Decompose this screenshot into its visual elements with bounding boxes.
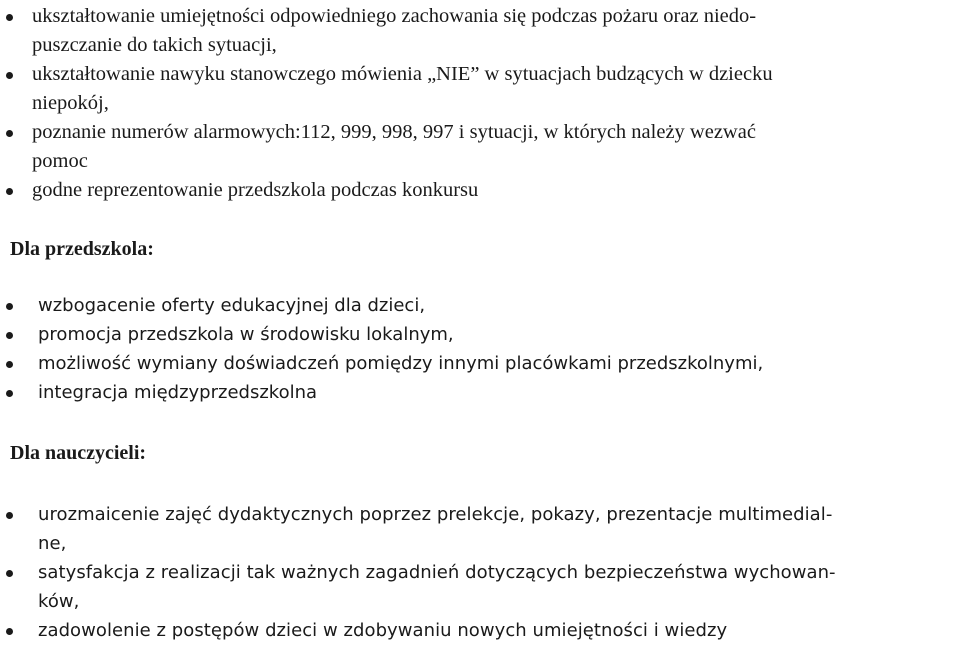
list-item-text: promocja przedszkola w środowisku lokalnym, [38,324,454,345]
preschool-list-section [0,291,960,407]
list-item [0,500,960,558]
list-item-line: poznanie numerów alarmowych:112, 999, 998, 997 i sytuacji, w których należy wezwać [32,121,756,143]
bullet-icon [6,72,13,79]
section-heading-preschool: Dla przedszkola: [10,238,154,260]
bullet-icon [6,332,13,339]
list-item [0,349,960,378]
bullet-icon [6,361,13,368]
goals-list [0,2,960,205]
list-item [0,291,960,320]
list-item-line: niepokój, [32,92,109,114]
bullet-icon [6,14,13,21]
list-item-text: możliwość wymiany doświadczeń pomiędzy innymi placówkami przedszkolnymi, [38,353,764,374]
list-item-line: godne reprezentowanie przedszkola podczas konkursu [32,179,479,201]
list-item-line: satysfakcja z realizacji tak ważnych zagadnień dotyczących bezpieczeństwa wychowan- [38,562,836,583]
bullet-icon [6,188,13,195]
preschool-benefits-list [0,291,960,407]
teachers-list-section [0,500,960,645]
list-item [0,378,960,407]
list-item-text: wzbogacenie oferty edukacyjnej dla dzieci, [38,295,426,316]
list-item-line: ukształtowanie nawyku stanowczego mówienia „NIE” w sytuacjach budzących w dziecku [32,63,773,85]
bullet-icon [6,390,13,397]
list-item-line: puszczanie do takich sytuacji, [32,34,277,56]
list-item-line: pomoc [32,150,88,172]
list-item [0,320,960,349]
goals-list-section [0,2,960,205]
bullet-icon [6,570,13,577]
list-item-text: integracja międzyprzedszkolna [38,382,318,403]
bullet-icon [6,512,13,519]
bullet-icon [6,303,13,310]
list-item-line: zadowolenie z postępów dzieci w zdobywaniu nowych umiejętności i wiedzy [38,620,728,641]
list-item [0,60,960,118]
bullet-icon [6,130,13,137]
list-item-line: urozmaicenie zajęć dydaktycznych poprzez prelekcje, pokazy, prezentacje multimedial- [38,504,833,525]
bullet-icon [6,628,13,635]
list-item [0,118,960,176]
section-heading-teachers: Dla nauczycieli: [10,442,147,464]
list-item [0,176,960,205]
list-item [0,2,960,60]
list-item [0,616,960,645]
list-item-line: ków, [38,591,80,612]
list-item-line: ukształtowanie umiejętności odpowiedniego zachowania się podczas pożaru oraz niedo- [32,5,757,27]
list-item-line: ne, [38,533,67,554]
teachers-benefits-list [0,500,960,645]
list-item [0,558,960,616]
